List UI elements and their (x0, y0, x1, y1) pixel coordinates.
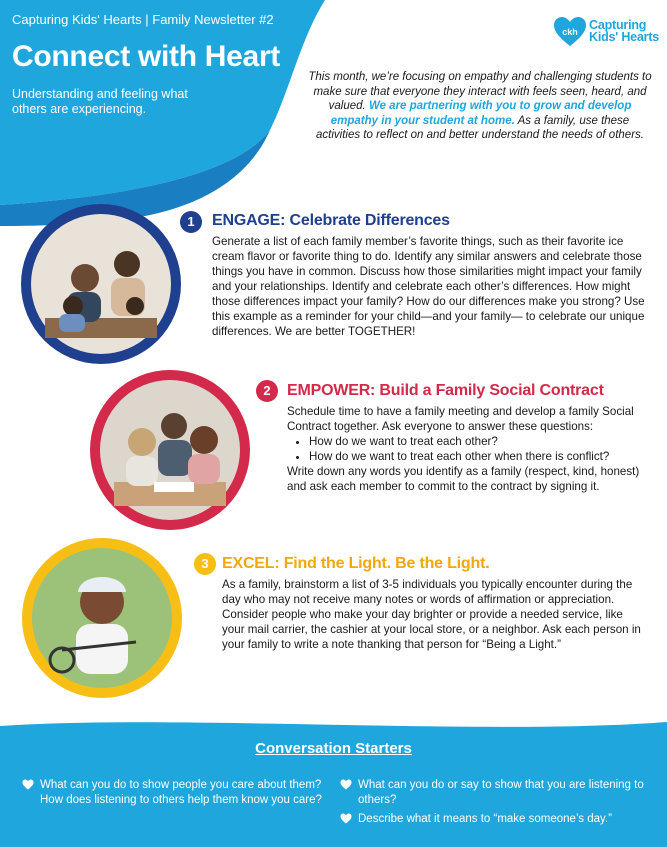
heart-icon (340, 813, 352, 824)
logo-mark: ckh (562, 27, 578, 37)
section-2-body (287, 404, 647, 494)
conversation-starter-2 (358, 778, 648, 807)
subtitle: Understanding and feeling what others are experiencing. (12, 87, 188, 116)
list-item: • How do we want to treat each other? (309, 434, 647, 449)
starter-text: What can you do to show people you care about them? How does listening to others help them know you care? (40, 779, 322, 806)
section-1-number-badge: 1 (180, 211, 202, 233)
family-photo-2 (84, 364, 256, 536)
section-1-body: Generate a list of each family member’s favorite things, such as their favorite ice cream flavor or favorite thing to do. Identify any similar answers and celebrate those things you have in common. Discuss how those similarities might impact your family and your relationships. Identify and celebrate each other’s differences. How might those differences impact your family? How do our differences make you strong? Use this example as a reminder for your child—and your family— to celebrate our unique differences. We are better TOGETHER! (212, 235, 645, 338)
section-3-title: EXCEL: Find the Light. Be the Light. (222, 555, 490, 572)
page-title: Connect with Heart (12, 40, 280, 73)
intro-highlight: We are partnering with you to grow and develop empathy in your student at home. (330, 100, 632, 127)
section-1-title: ENGAGE: Celebrate Differences (212, 212, 450, 229)
section-2-title: EMPOWER: Build a Family Social Contract (287, 382, 604, 399)
section-3-number-badge: 3 (194, 553, 216, 575)
intro-part1: This month, we’re focusing on empathy and challenging students to make sure that everyone they interact with feels seen, heard, and valued. (308, 71, 652, 112)
family-photo-1 (15, 198, 187, 370)
family-photo-3 (16, 532, 188, 704)
section-2-number-badge: 2 (256, 380, 278, 402)
section-3-body: As a family, brainstorm a list of 3-5 individuals you typically encounter during the day who may not receive many notes or words of affirmation or appreciation. Consider people who make your day brighter or provide a needed service, like your mail carrier, the cashier at your local store, or a neighbor. Ask each person in your family to write a note thanking that person for “Being a Light.” (222, 578, 641, 651)
section-2-intro: Schedule time to have a family meeting and develop a family Social Contract together. Ask everyone to answer these questions: (287, 405, 634, 433)
starter-text: Describe what it means to “make someone’s day.” (358, 813, 612, 825)
section-2-questions (287, 434, 647, 464)
section-2-outro: Write down any words you identify as a family (respect, kind, honest) and ask each member to commit to the contract by signing it. (287, 465, 640, 493)
intro-part2: As a family, use these activities to reflect on and better understand the needs of others. (316, 114, 644, 141)
conversation-starter-3 (358, 812, 648, 827)
list-item: • How do we want to treat each other when there is conflict? (309, 449, 647, 464)
newsletter-label: Capturing Kids' Hearts | Family Newsletter #2 (12, 12, 274, 27)
heart-icon (22, 779, 34, 790)
heart-icon (340, 779, 352, 790)
logo-text: Capturing Kids' Hearts (589, 18, 660, 44)
intro-text (308, 70, 652, 143)
conversation-starter-1 (40, 778, 322, 807)
starter-text: What can you do or say to show that you are listening to others? (358, 779, 644, 806)
conversation-title: Conversation Starters (255, 740, 412, 757)
